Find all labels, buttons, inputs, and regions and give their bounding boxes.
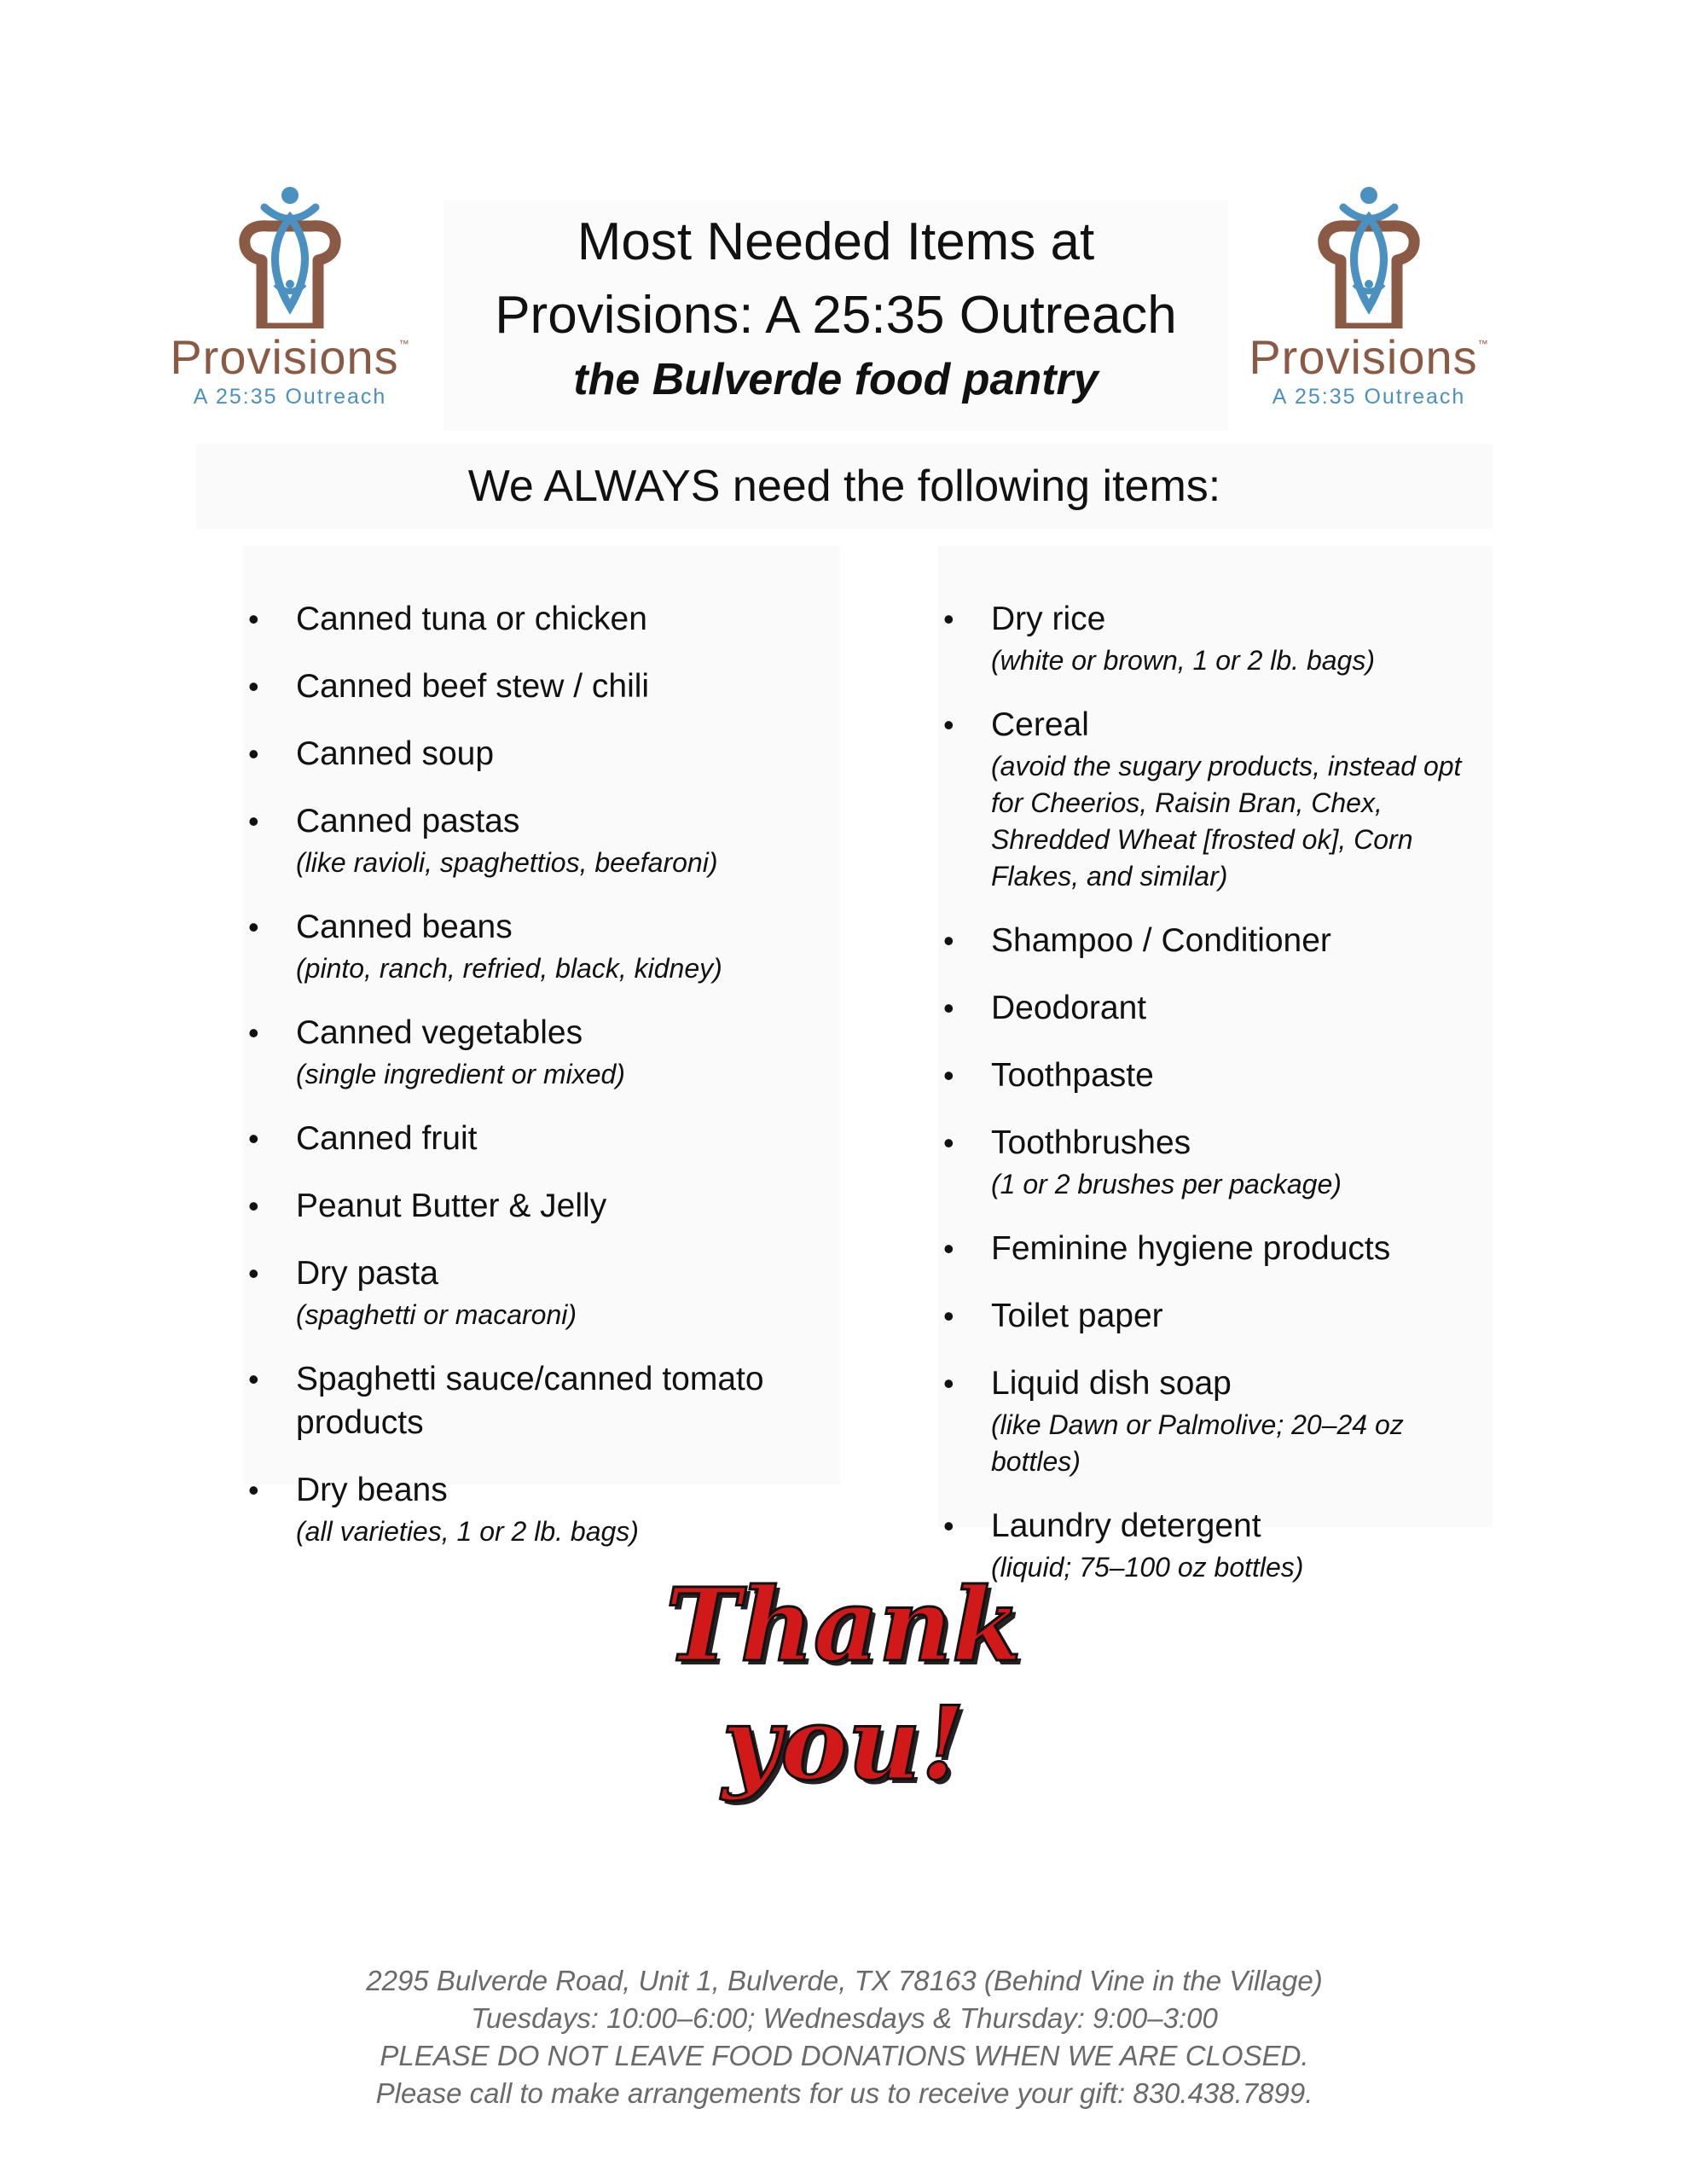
bullet-icon: • (248, 804, 259, 839)
bullet-icon: • (943, 1125, 954, 1160)
bullet-icon: • (248, 1256, 259, 1291)
bullet-icon: • (943, 990, 954, 1025)
bullet-icon: • (943, 1058, 954, 1093)
bullet-icon: • (248, 1121, 259, 1156)
needed-items-list (938, 546, 1493, 1586)
list-item (243, 799, 840, 881)
bullet-icon: • (248, 736, 259, 771)
item-label: Canned beef stew / chili (296, 668, 650, 705)
item-label: Canned tuna or chicken (296, 601, 647, 637)
item-label: Canned beans (296, 909, 513, 945)
bread-fish-person-icon (235, 183, 345, 328)
page-title-line2: Provisions: A 25:35 Outreach (495, 286, 1177, 345)
footer-warning: PLEASE DO NOT LEAVE FOOD DONATIONS WHEN WE ARE CLOSED. (380, 2040, 1309, 2071)
bullet-icon: • (248, 1015, 259, 1050)
item-label: Shampoo / Conditioner (991, 922, 1331, 959)
bullet-icon: • (248, 1472, 259, 1507)
item-label: Toothpaste (991, 1057, 1154, 1094)
logo-tagline: A 25:35 Outreach (193, 385, 387, 409)
footer-contact: Please call to make arrangements for us to receive your gift: 830.438.7899. (375, 2077, 1313, 2109)
bullet-icon: • (943, 923, 954, 958)
bullet-icon: • (943, 1298, 954, 1333)
item-label: Toilet paper (991, 1298, 1163, 1334)
item-label: Cereal (991, 706, 1089, 743)
list-item (938, 1121, 1493, 1203)
list-item (243, 1252, 840, 1333)
item-label: Laundry detergent (991, 1507, 1261, 1544)
bullet-icon: • (248, 669, 259, 704)
list-item (243, 1011, 840, 1093)
list-item (938, 597, 1493, 679)
bullet-icon: • (943, 707, 954, 742)
list-item (938, 1362, 1493, 1480)
item-label: Liquid dish soap (991, 1365, 1232, 1402)
item-label: Feminine hygiene products (991, 1230, 1391, 1267)
item-label: Toothbrushes (991, 1124, 1191, 1161)
item-note: (avoid the sugary products, instead opt for Cheerios, Raisin Bran, Chex, Shredded Wheat [frosted ok], Corn Flakes, and similar) (991, 751, 1462, 892)
list-item (938, 919, 1493, 962)
list-item (938, 703, 1493, 895)
thank-you-banner: Thank you! (665, 1565, 1022, 1803)
page-subtitle: the Bulverde food pantry (573, 355, 1099, 404)
page-title-line1: Most Needed Items at (577, 212, 1095, 271)
item-note: (like ravioli, spaghettios, beefaroni) (296, 847, 718, 878)
needed-items-left-column (243, 546, 840, 1547)
page-title-block (443, 200, 1228, 431)
list-item (243, 1468, 840, 1550)
bullet-icon: • (943, 1231, 954, 1266)
item-label: Dry rice (991, 601, 1106, 637)
list-item (243, 1117, 840, 1160)
intro-heading: We ALWAYS need the following items: (196, 444, 1493, 529)
needed-items-list (243, 546, 840, 1550)
item-note: (white or brown, 1 or 2 lb. bags) (991, 645, 1375, 676)
list-item (243, 597, 840, 641)
list-item (938, 1294, 1493, 1338)
bullet-icon: • (943, 1508, 954, 1543)
bullet-icon: • (248, 909, 259, 944)
footer-address: 2295 Bulverde Road, Unit 1, Bulverde, TX 78163 (Behind Vine in the Village) (366, 1965, 1323, 1996)
item-note: (like Dawn or Palmolive; 20–24 oz bottles) (991, 1409, 1404, 1477)
bullet-icon: • (248, 1362, 259, 1397)
item-label: Canned fruit (296, 1120, 478, 1157)
bullet-icon: • (943, 601, 954, 636)
item-label: Dry beans (296, 1472, 448, 1508)
list-item (938, 1227, 1493, 1270)
logo-wordmark: Provisions™ (170, 330, 410, 384)
item-note: (spaghetti or macaroni) (296, 1299, 577, 1330)
list-item (243, 665, 840, 708)
provisions-logo-left (162, 183, 418, 431)
item-note: (1 or 2 brushes per package) (991, 1169, 1342, 1199)
needed-items-right-column (938, 546, 1493, 1583)
footer-info (205, 1962, 1484, 2112)
list-item (243, 732, 840, 775)
bread-fish-person-icon (1313, 183, 1424, 328)
provisions-logo-right (1241, 183, 1497, 431)
item-label: Dry pasta (296, 1255, 438, 1292)
item-label: Canned vegetables (296, 1014, 583, 1051)
bullet-icon: • (943, 1366, 954, 1401)
item-label: Canned pastas (296, 803, 520, 839)
logo-wordmark: Provisions™ (1249, 330, 1489, 384)
footer-hours: Tuesdays: 10:00–6:00; Wednesdays & Thursday: 9:00–3:00 (471, 2002, 1218, 2034)
item-note: (all varieties, 1 or 2 lb. bags) (296, 1516, 639, 1547)
list-item (243, 1184, 840, 1228)
item-label: Spaghetti sauce/canned tomato products (296, 1361, 764, 1441)
item-label: Canned soup (296, 735, 495, 772)
list-item (938, 1054, 1493, 1097)
bullet-icon: • (248, 601, 259, 636)
item-note: (pinto, ranch, refried, black, kidney) (296, 953, 722, 984)
item-label: Deodorant (991, 990, 1147, 1026)
item-note: (single ingredient or mixed) (296, 1059, 625, 1089)
list-item (938, 986, 1493, 1030)
list-item (243, 905, 840, 987)
list-item (243, 1357, 840, 1444)
item-label: Peanut Butter & Jelly (296, 1188, 607, 1224)
logo-tagline: A 25:35 Outreach (1272, 385, 1466, 409)
bullet-icon: • (248, 1188, 259, 1223)
item-note: (liquid; 75–100 oz bottles) (991, 1552, 1304, 1583)
